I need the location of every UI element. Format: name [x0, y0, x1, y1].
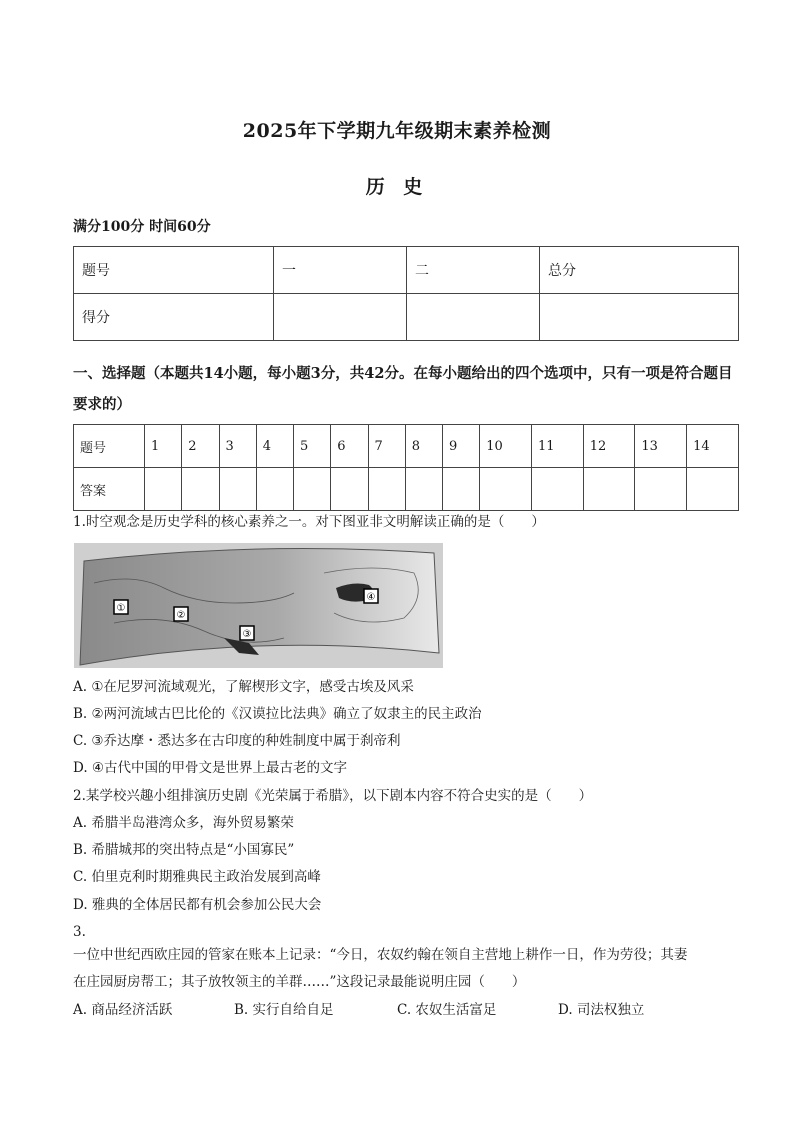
exam-title: 2025年下学期九年级期末素养检测	[242, 120, 552, 142]
q3-option-b: B. 实行自给自足	[234, 1002, 334, 1018]
q2-option-a: A. 希腊半岛港湾众多，海外贸易繁荣	[73, 815, 294, 831]
answer-number-cell: 2	[182, 425, 219, 468]
score-cell	[407, 294, 540, 341]
asia-africa-map	[74, 543, 443, 668]
answer-table	[73, 424, 739, 511]
answer-number-cell: 11	[531, 425, 583, 468]
score-cell: 得分	[74, 294, 274, 341]
map-marker-4	[364, 589, 378, 603]
answer-number-cell: 1	[145, 425, 182, 468]
answer-label-cell: 题号	[74, 425, 145, 468]
answer-blank-cell[interactable]	[294, 468, 331, 511]
q2-option-b: B. 希腊城邦的突出特点是“小国寡民”	[73, 842, 295, 858]
answer-blank-cell[interactable]	[331, 468, 368, 511]
map-marker-3	[240, 626, 254, 640]
answer-blank-cell[interactable]	[405, 468, 442, 511]
q2-option-d: D. 雅典的全体居民都有机会参加公民大会	[73, 897, 322, 913]
answer-number-row	[74, 425, 739, 468]
subject-title: 历 史	[365, 176, 429, 198]
q3-option-c: C. 农奴生活富足	[397, 1002, 497, 1018]
q3-option-d: D. 司法权独立	[558, 1002, 645, 1018]
map-marker-2	[174, 607, 188, 621]
svg-text:①: ①	[116, 603, 126, 614]
score-table-value-row	[74, 294, 739, 341]
q1-option-c: C. ③乔达摩・悉达多在古印度的种姓制度中属于刹帝利	[73, 733, 401, 749]
question-3-number: 3.	[73, 924, 86, 940]
question-2-stem: 2.某学校兴趣小组排演历史剧《光荣属于希腊》，以下剧本内容不符合史实的是（ ）	[73, 788, 593, 804]
answer-number-cell: 4	[256, 425, 293, 468]
answer-blank-cell[interactable]	[145, 468, 182, 511]
answer-blank-cell[interactable]	[583, 468, 635, 511]
q1-option-b: B. ②两河流域古巴比伦的《汉谟拉比法典》确立了奴隶主的民主政治	[73, 706, 482, 722]
svg-text:③: ③	[242, 629, 252, 640]
question-1-stem: 1.时空观念是历史学科的核心素养之一。对下图亚非文明解读正确的是（ ）	[73, 514, 545, 530]
exam-meta: 满分100分 时间60分	[73, 219, 211, 235]
score-cell: 一	[274, 247, 407, 294]
score-cell	[274, 294, 407, 341]
svg-text:②: ②	[176, 610, 186, 621]
answer-blank-cell[interactable]	[368, 468, 405, 511]
map-marker-1	[114, 600, 128, 614]
answer-number-cell: 6	[331, 425, 368, 468]
answer-number-cell: 9	[443, 425, 480, 468]
answer-number-cell: 13	[635, 425, 687, 468]
answer-blank-cell[interactable]	[635, 468, 687, 511]
score-cell: 二	[407, 247, 540, 294]
score-table	[73, 246, 739, 341]
answer-blank-cell[interactable]	[531, 468, 583, 511]
answer-number-cell: 10	[480, 425, 532, 468]
question-3-stem-line2: 在庄园厨房帮工；其子放牧领主的羊群……”这段记录最能说明庄园（ ）	[73, 974, 526, 990]
score-cell: 题号	[74, 247, 274, 294]
answer-blank-cell[interactable]	[219, 468, 256, 511]
question-3-stem-line1: 一位中世纪西欧庄园的管家在账本上记录：“今日，农奴约翰在领自主营地上耕作一日，作为劳役；其妻	[73, 947, 688, 963]
q3-option-a: A. 商品经济活跃	[73, 1002, 173, 1018]
answer-blank-cell[interactable]	[182, 468, 219, 511]
svg-text:④: ④	[366, 592, 376, 603]
answer-number-cell: 14	[687, 425, 739, 468]
score-table-header-row	[74, 247, 739, 294]
q1-option-d: D. ④古代中国的甲骨文是世界上最古老的文字	[73, 760, 348, 776]
q2-option-c: C. 伯里克利时期雅典民主政治发展到高峰	[73, 869, 321, 885]
score-cell	[540, 294, 739, 341]
score-cell: 总分	[540, 247, 739, 294]
section-heading: 一、选择题（本题共14小题，每小题3分，共42分。在每小题给出的四个选项中，只有一项是符合题目要求的）	[73, 365, 733, 413]
answer-number-cell: 7	[368, 425, 405, 468]
answer-number-cell: 5	[294, 425, 331, 468]
answer-blank-cell[interactable]	[480, 468, 532, 511]
answer-number-cell: 12	[583, 425, 635, 468]
answer-number-cell: 8	[405, 425, 442, 468]
answer-label-cell: 答案	[74, 468, 145, 511]
answer-number-cell: 3	[219, 425, 256, 468]
q1-option-a: A. ①在尼罗河流域观光，了解楔形文字，感受古埃及风采	[73, 679, 414, 695]
answer-blank-row	[74, 468, 739, 511]
answer-blank-cell[interactable]	[256, 468, 293, 511]
answer-blank-cell[interactable]	[443, 468, 480, 511]
answer-blank-cell[interactable]	[687, 468, 739, 511]
